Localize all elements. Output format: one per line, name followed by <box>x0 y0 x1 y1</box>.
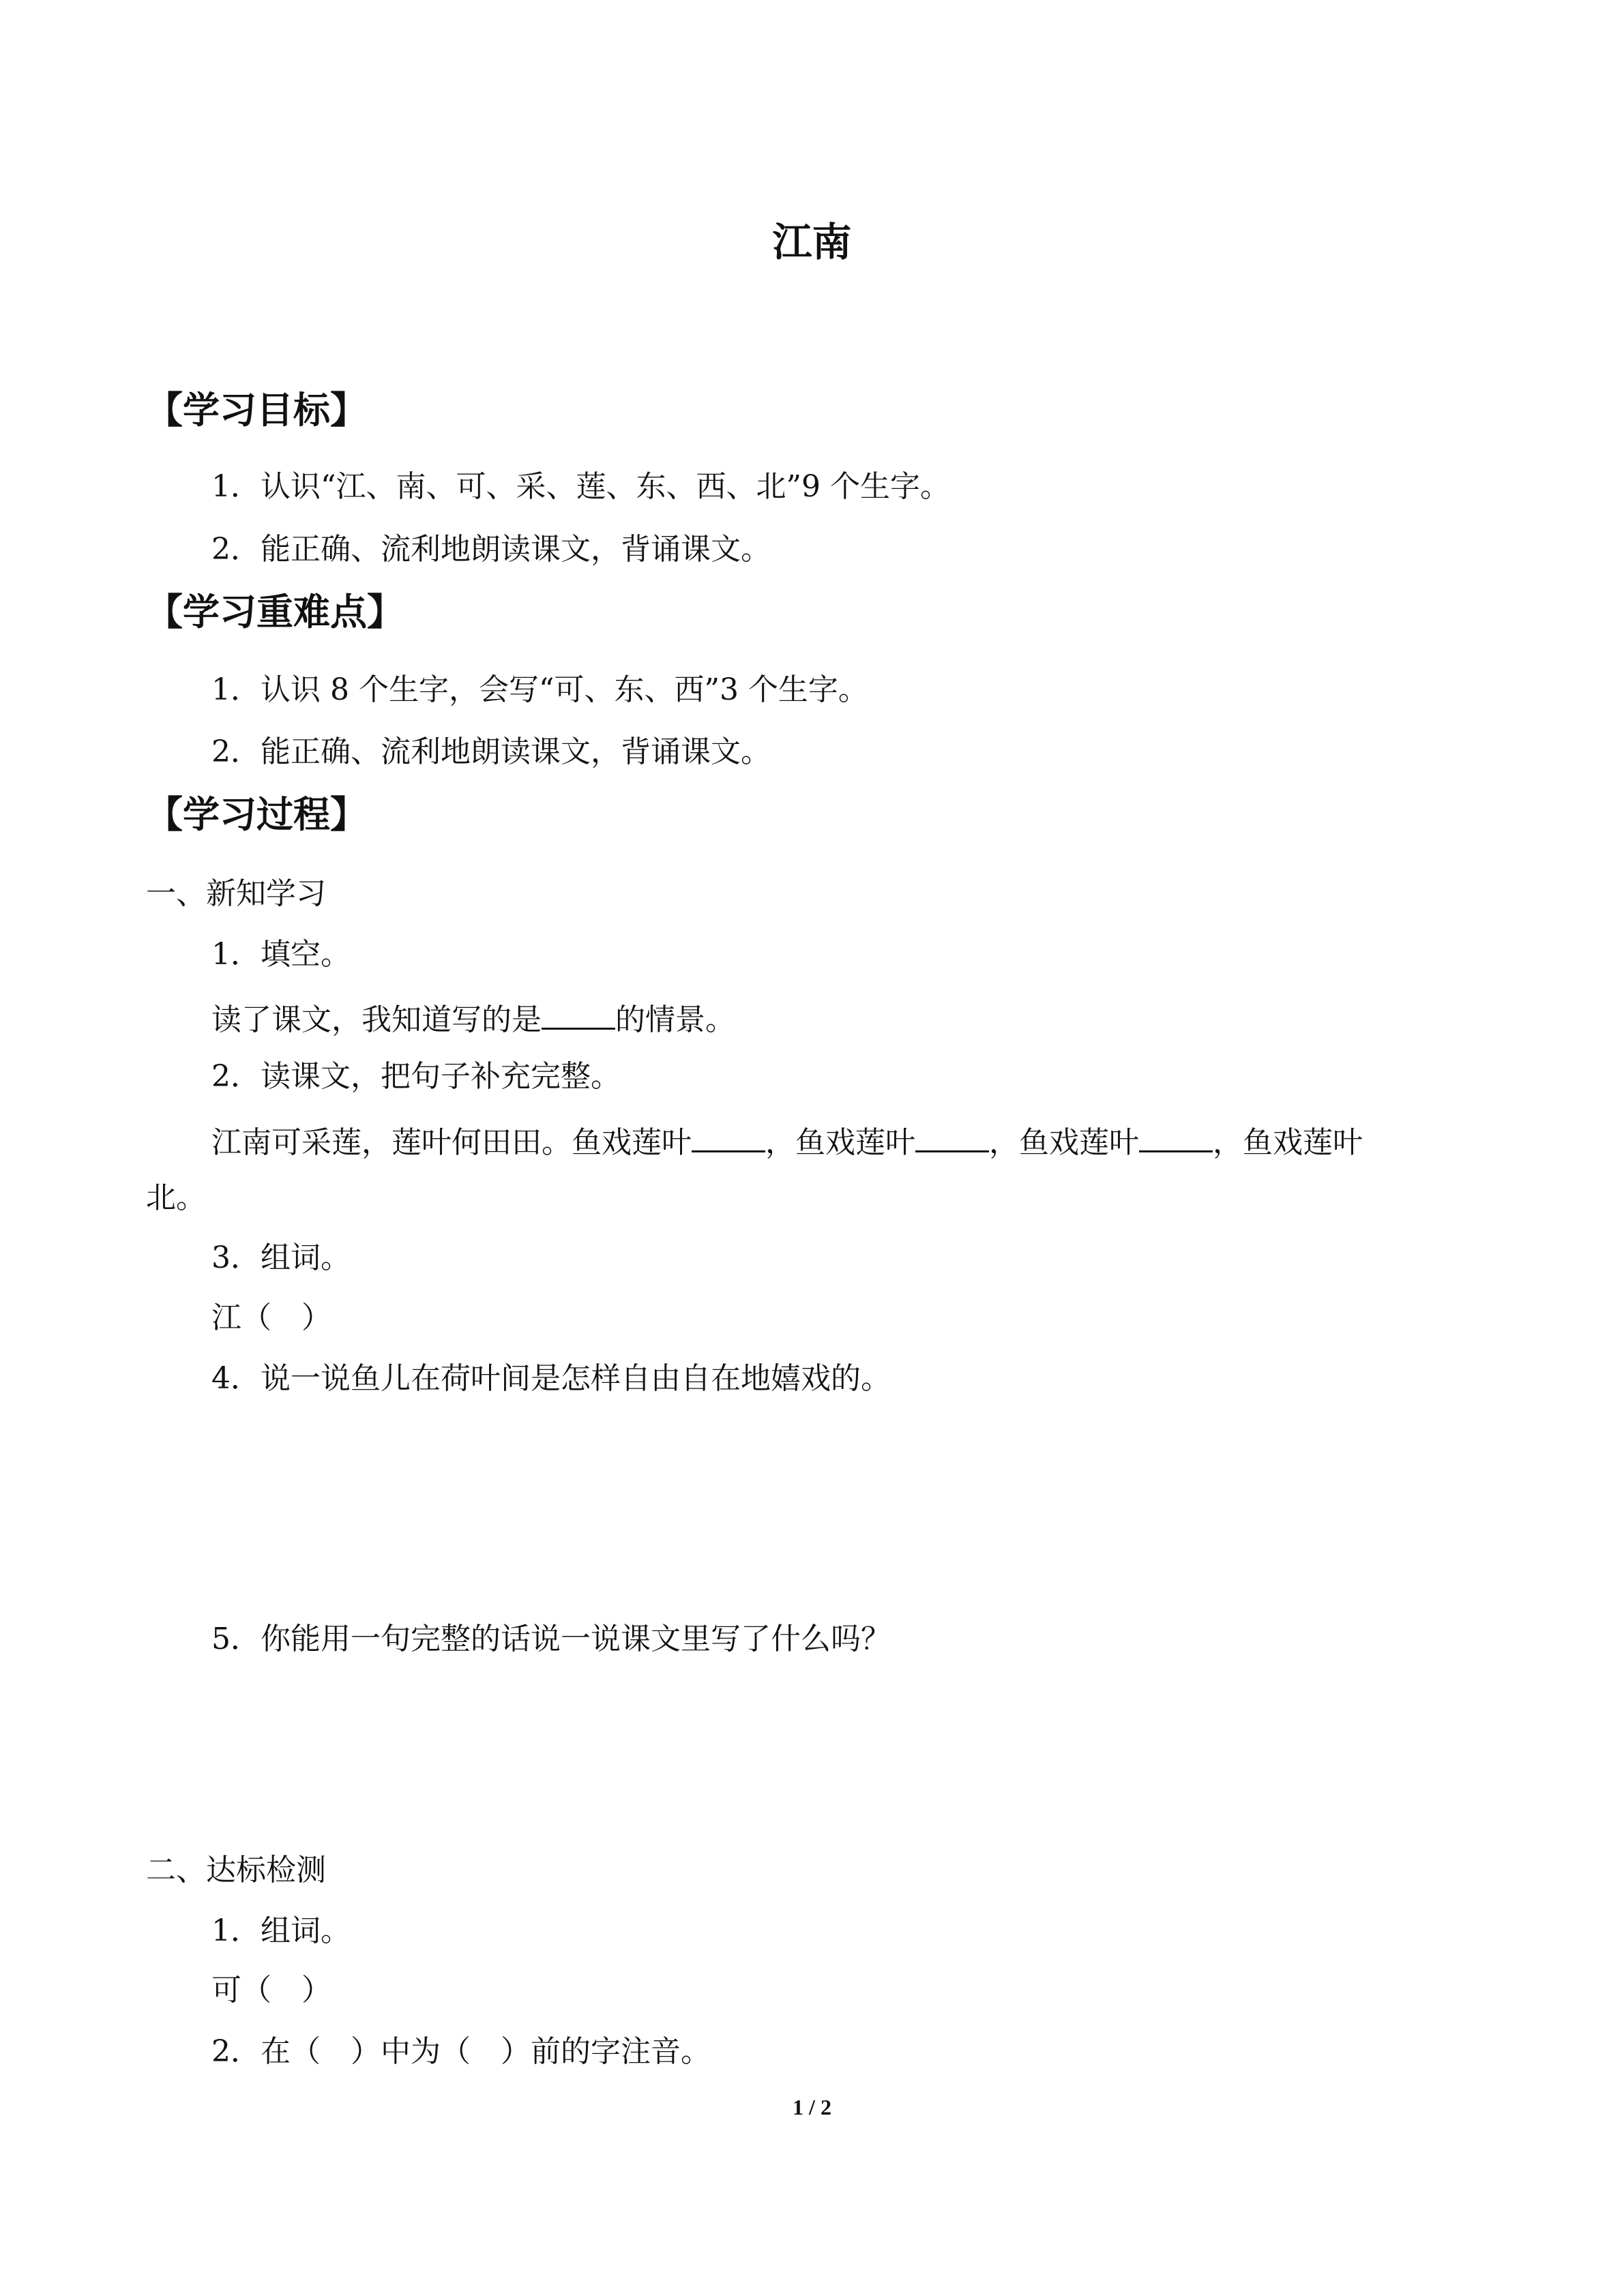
part1-heading: 一、新知学习 <box>146 876 326 911</box>
fill-in-blank[interactable] <box>915 1123 989 1152</box>
part2-heading: 二、达标检测 <box>146 1853 326 1888</box>
part2-q1-item: 可（ ） <box>211 1973 331 2008</box>
section-heading-process: 【学习过程】 <box>146 793 367 836</box>
q1-text-after: 的情景。 <box>615 1002 735 1037</box>
fill-in-blank[interactable] <box>692 1123 765 1152</box>
part1-q3-label: 3．组词。 <box>211 1240 351 1275</box>
part1-q2-label: 2．读课文，把句子补充完整。 <box>211 1059 621 1094</box>
fill-in-blank[interactable] <box>542 1000 615 1030</box>
goal-item-2: 2．能正确、流利地朗读课文，背诵课文。 <box>211 532 771 567</box>
q2-segment-4: ，鱼戏莲叶 <box>1213 1125 1363 1160</box>
key-point-item-2: 2．能正确、流利地朗读课文，背诵课文。 <box>211 734 771 769</box>
part2-q2-label: 2．在（ ）中为（ ）前的字注音。 <box>211 2034 711 2069</box>
part1-q3-item: 江（ ） <box>211 1300 331 1335</box>
part2-q1-label: 1．组词。 <box>211 1913 351 1948</box>
part1-q1-sentence <box>211 1000 735 1035</box>
page-title: 江南 <box>772 219 852 265</box>
key-point-item-1: 1．认识 8 个生字，会写“可、东、西”3 个生字。 <box>211 672 868 707</box>
part1-q2-wrap: 北。 <box>146 1180 206 1215</box>
page-number: 1 / 2 <box>793 2095 831 2119</box>
fill-in-blank[interactable] <box>1139 1123 1213 1152</box>
part1-q4-label: 4．说一说鱼儿在荷叶间是怎样自由自在地嬉戏的。 <box>211 1361 891 1396</box>
part1-q2-sentence <box>211 1123 1363 1158</box>
section-heading-key-points: 【学习重难点】 <box>146 591 404 633</box>
goal-item-1: 1．认识“江、南、可、采、莲、东、西、北”9 个生字。 <box>211 469 950 504</box>
q2-segment-2: ，鱼戏莲叶 <box>765 1125 915 1160</box>
q1-text-before: 读了课文，我知道写的是 <box>211 1002 542 1037</box>
part1-q1-label: 1．填空。 <box>211 937 351 972</box>
q2-segment-3: ，鱼戏莲叶 <box>989 1125 1139 1160</box>
part1-q5-label: 5．你能用一句完整的话说一说课文里写了什么吗？ <box>211 1622 891 1656</box>
q2-segment-1: 江南可采莲，莲叶何田田。鱼戏莲叶 <box>211 1125 692 1160</box>
section-heading-goals: 【学习目标】 <box>146 389 367 432</box>
